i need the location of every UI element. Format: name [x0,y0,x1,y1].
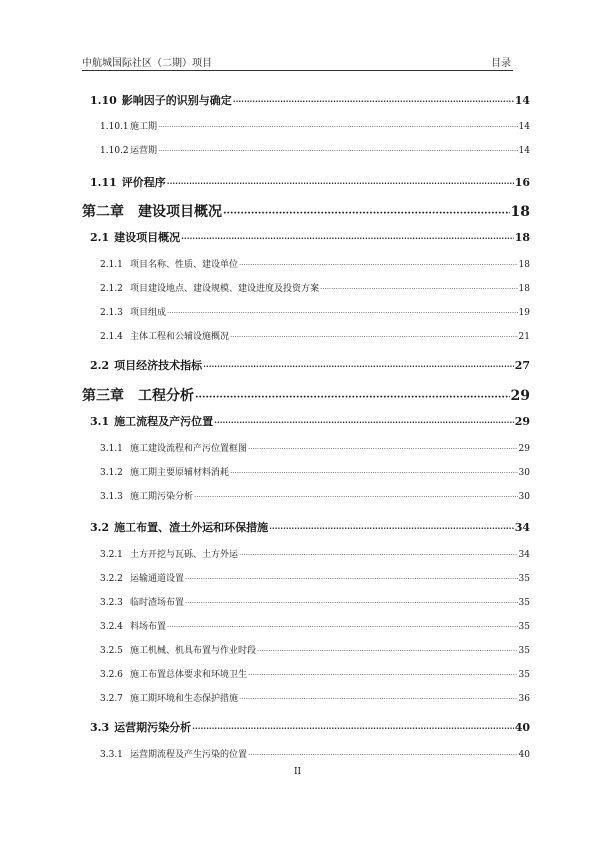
toc-entry-title: 建设项目概况 [114,231,181,244]
toc-entry-title: 工程分析 [138,388,194,404]
toc-entry-number: 2.1.4 [100,332,123,342]
toc-entry-title: 主体工程和公辅设施概况 [130,332,230,342]
toc-entry-title: 项目组成 [130,308,167,318]
page-number: II [293,767,302,777]
toc-entry[interactable] [82,305,530,318]
toc-entry-number: 3.2.1 [100,550,123,560]
toc-leader-dots [248,671,518,679]
toc-leader-dots [167,623,518,631]
toc-entry-number: 3.1.2 [100,468,123,478]
toc-entry[interactable] [82,119,530,132]
toc-entry-page: 34 [518,550,530,560]
toc-entry-number: 第三章 [82,388,124,404]
toc-entry-page: 35 [518,598,530,608]
toc-entry-page: 21 [518,332,530,342]
toc-entry-page: 35 [518,646,530,656]
toc-entry-title: 施工期污染分析 [130,492,194,502]
toc-entry[interactable] [82,413,530,429]
toc-entry[interactable] [82,143,530,156]
toc-entry[interactable] [82,691,530,704]
toc-entry-page: 35 [518,574,530,584]
header-project-title: 中航城国际社区（二期）项目 [82,58,212,69]
toc-entry-title: 施工布置总体要求和环境卫生 [130,670,248,680]
toc-entry-page: 40 [518,750,530,760]
toc-entry-number: 3.2.5 [100,646,123,656]
toc-entry-page: 29 [514,415,530,428]
toc-entry-title: 项目名称、性质、建设单位 [130,260,239,270]
toc-entry[interactable] [82,174,530,190]
toc-entry-page: 30 [518,468,530,478]
toc-entry-page: 14 [514,94,530,107]
toc-entry-title: 运营期污染分析 [114,721,192,734]
toc-entry-page: 35 [518,670,530,680]
toc-leader-dots [185,599,518,607]
toc-entry-page: 29 [518,444,530,454]
toc-leader-dots [194,493,518,501]
header-section-title: 目录 [491,58,511,69]
toc-entry[interactable] [82,643,530,656]
toc-entry[interactable] [82,229,530,245]
toc-entry-number: 3.2.4 [100,622,123,632]
toc-entry-page: 14 [518,122,530,132]
toc-leader-dots [214,417,514,427]
toc-entry-title: 施工建设流程和产污位置框图 [130,444,248,454]
toc-entry[interactable] [82,385,530,405]
toc-entry[interactable] [82,619,530,632]
toc-entry[interactable] [82,281,530,294]
toc-entry-page: 19 [518,308,530,318]
toc-entry-page: 40 [514,721,530,734]
toc-entry-title: 土方开挖与瓦砾、土方外运 [130,550,239,560]
toc-entry-title: 临时渣场布置 [130,598,185,608]
toc-leader-dots [223,208,510,219]
toc-entry-page: 18 [510,204,530,220]
toc-entry-title: 施工布置、渣土外运和环保措施 [114,521,269,534]
toc-entry-title: 运输通道设置 [130,574,185,584]
toc-entry-number: 3.2.6 [100,670,123,680]
toc-leader-dots [230,333,518,341]
toc-leader-dots [248,445,518,453]
toc-leader-dots [158,123,518,131]
toc-leader-dots [248,751,518,759]
toc-entry[interactable] [82,257,530,270]
toc-entry-title: 项目建设地点、建设规模、建设进度及投资方案 [130,284,320,294]
toc-entry-page: 18 [518,284,530,294]
toc-entry-number: 1.11 [90,176,117,189]
toc-entry-number: 2.1 [90,231,110,244]
toc-entry[interactable] [82,719,530,735]
toc-entry-title: 施工期主要原辅材料消耗 [130,468,230,478]
toc-entry-number: 3.3 [90,721,110,734]
toc-entry[interactable] [82,465,530,478]
toc-leader-dots [167,309,518,317]
toc-entry-page: 36 [518,694,530,704]
toc-entry-title: 评价程序 [121,176,166,189]
toc-leader-dots [230,469,518,477]
toc-entry-title: 施工流程及产污位置 [114,415,214,428]
toc-entry-page: 18 [514,231,530,244]
toc-entry-page: 14 [518,146,530,156]
toc-entry[interactable] [82,92,530,108]
toc-entry-title: 运营期流程及产生污染的位置 [130,750,248,760]
toc-entry-number: 3.1 [90,415,110,428]
toc-leader-dots [181,233,514,243]
toc-entry-number: 3.1.3 [100,492,123,502]
toc-entry[interactable] [82,595,530,608]
toc-entry[interactable] [82,329,530,342]
toc-leader-dots [185,575,518,583]
toc-entry-page: 18 [518,260,530,270]
toc-entry-title: 施工机械、机具布置与作业时段 [130,646,257,656]
toc-entry-number: 3.2.7 [100,694,123,704]
toc-entry[interactable] [82,201,530,221]
toc-entry-title: 料场布置 [130,622,167,632]
toc-entry-page: 35 [518,622,530,632]
toc-leader-dots [158,147,518,155]
toc-leader-dots [257,647,518,655]
toc-entry-number: 第二章 [82,204,124,220]
toc-entry-number: 3.2.2 [100,574,123,584]
toc-entry-page: 34 [514,521,530,534]
toc-entry-number: 2.1.2 [100,284,123,294]
toc-entry-title: 建设项目概况 [138,204,222,220]
toc-entry-number: 2.1.1 [100,260,123,270]
toc-leader-dots [239,695,518,703]
toc-leader-dots [203,361,514,371]
toc-entry-number: 3.1.1 [100,444,123,454]
toc-entry-title: 运营期 [130,146,158,156]
toc-entry-title: 施工期 [130,122,158,132]
toc-entry[interactable] [82,489,530,502]
toc-leader-dots [167,178,514,188]
toc-leader-dots [192,723,514,733]
toc-entry-number: 2.2 [90,359,110,372]
toc-entry-number: 2.1.3 [100,308,123,318]
toc-leader-dots [269,523,514,533]
toc-leader-dots [239,551,518,559]
toc-entry-title: 项目经济技术指标 [114,359,203,372]
toc-leader-dots [239,261,518,269]
toc-leader-dots [320,285,518,293]
toc-entry-page: 29 [510,388,530,404]
toc-entry[interactable] [82,547,530,560]
toc-entry-title: 施工期环境和生态保护措施 [130,694,239,704]
page-header [82,54,513,71]
toc-entry-page: 16 [514,176,530,189]
toc-entry-number: 3.3.1 [100,750,123,760]
toc-entry[interactable] [82,667,530,680]
toc-entry-number: 1.10.1 [100,122,129,132]
toc-entry-number: 1.10.2 [100,146,129,156]
toc-entry[interactable] [82,441,530,454]
toc-entry[interactable] [82,519,530,535]
toc-leader-dots [233,96,514,106]
toc-entry-title: 影响因子的识别与确定 [121,94,232,107]
toc-entry[interactable] [82,747,530,760]
toc-entry-number: 1.10 [90,94,117,107]
toc-entry-number: 3.2.3 [100,598,123,608]
toc-leader-dots [195,392,510,403]
toc-entry[interactable] [82,357,530,373]
toc-entry[interactable] [82,571,530,584]
toc-entry-number: 3.2 [90,521,110,534]
toc-entry-page: 27 [514,359,530,372]
toc-entry-page: 30 [518,492,530,502]
